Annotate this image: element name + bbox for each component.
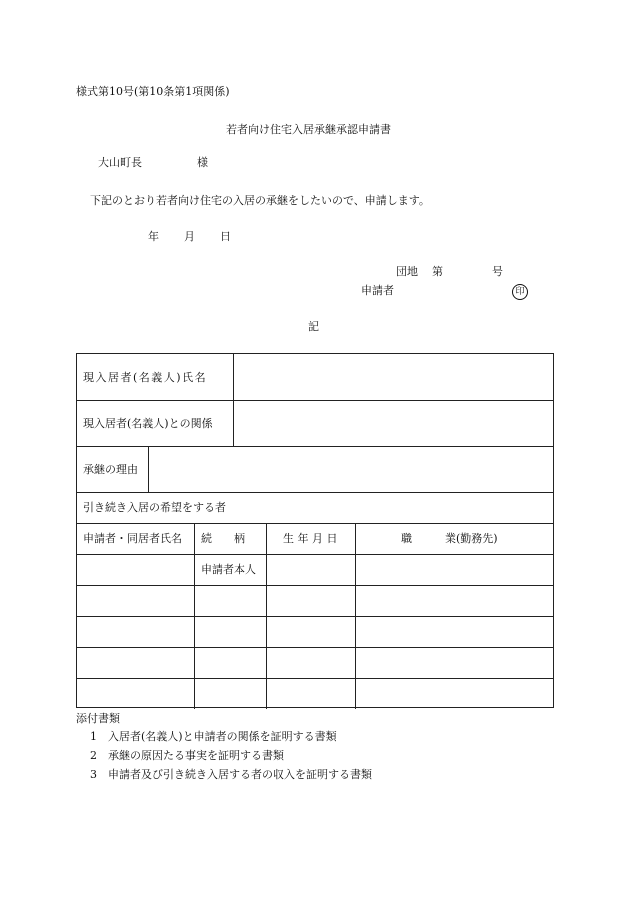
application-statement: 下記のとおり若者向け住宅の入居の承継をしたいので、申請します。: [90, 194, 430, 207]
seal-mark: 印: [512, 284, 528, 300]
row-divider: [77, 616, 553, 617]
applicant-label: 申請者: [361, 284, 394, 297]
col-divider: [194, 523, 195, 709]
first-row-relation: 申請者本人: [201, 563, 256, 576]
col-divider: [266, 523, 267, 709]
relationship-label: 現入居者(名義人)との関係: [83, 417, 213, 430]
date-month: 月: [184, 230, 195, 243]
column-header-relation: 続 柄: [201, 532, 245, 545]
date-year: 年: [148, 230, 159, 243]
application-table: [76, 353, 554, 708]
attachment-text: 入居者(名義人)と申請者の関係を証明する書類: [108, 730, 337, 743]
honorific: 様: [197, 156, 208, 169]
current-resident-label: 現入居者(名義人)氏名: [83, 371, 208, 384]
continuation-label: 引き続き入居の希望をする者: [83, 501, 226, 514]
row-divider: [77, 523, 553, 524]
row-divider: [77, 647, 553, 648]
form-number: 様式第10号(第10条第1項関係): [76, 85, 230, 98]
column-header-name: 申請者・同居者氏名: [83, 532, 182, 545]
reason-field[interactable]: [149, 446, 555, 492]
reason-label: 承継の理由: [83, 463, 138, 476]
column-header-birthdate: 生 年 月 日: [283, 532, 338, 545]
address-go: 号: [492, 265, 503, 278]
attachment-text: 承継の原因たる事実を証明する書類: [108, 749, 284, 762]
attachments-heading: 添付書類: [76, 712, 120, 725]
row-divider: [77, 585, 553, 586]
address-danchi: 団地: [396, 265, 418, 278]
attachment-text: 申請者及び引き続き入居する者の収入を証明する書類: [108, 768, 372, 781]
document-title: 若者向け住宅入居承継承認申請書: [226, 123, 391, 136]
ki-label: 記: [308, 320, 319, 333]
current-resident-field[interactable]: [234, 354, 555, 400]
date-day: 日: [220, 230, 231, 243]
addressee: 大山町長: [98, 156, 142, 169]
attachment-number: 2: [90, 749, 97, 762]
relationship-field[interactable]: [234, 400, 555, 446]
row-divider: [77, 492, 553, 493]
row-divider: [77, 678, 553, 679]
attachment-number: 1: [90, 730, 97, 743]
address-dai: 第: [432, 265, 443, 278]
row-divider: [77, 554, 553, 555]
col-divider: [355, 523, 356, 709]
column-header-occupation: 職 業(勤務先): [401, 532, 498, 545]
attachment-number: 3: [90, 768, 97, 781]
